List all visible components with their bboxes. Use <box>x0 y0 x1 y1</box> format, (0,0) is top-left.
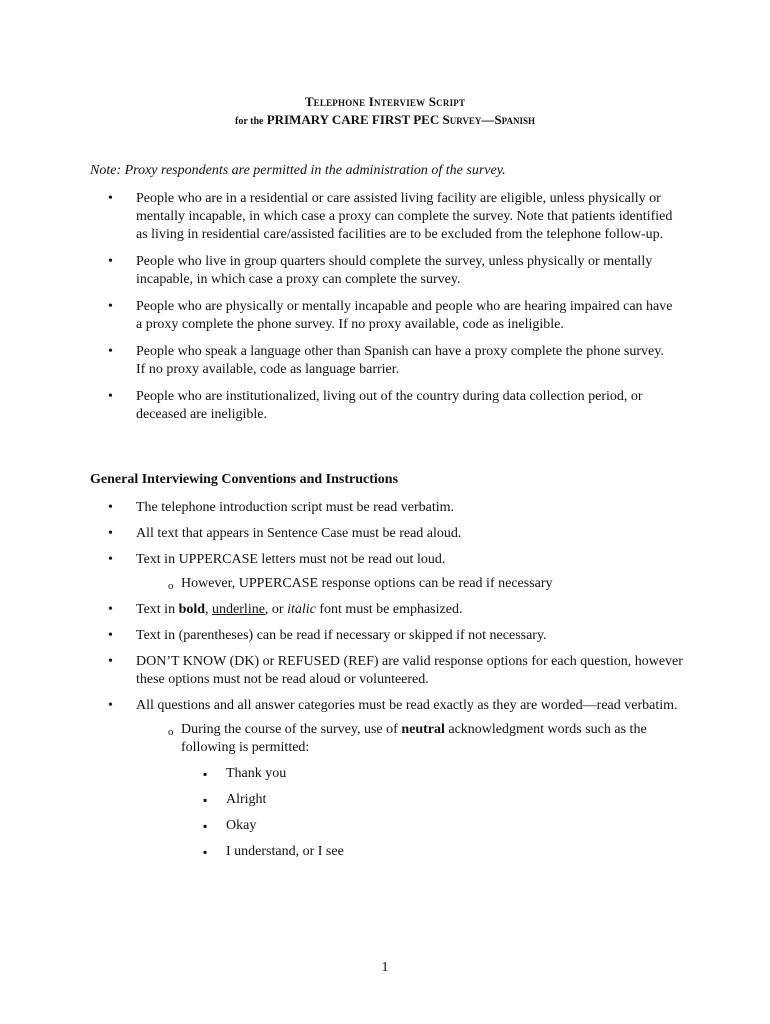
acknowledgment-words-list <box>181 765 696 861</box>
list-item <box>108 190 676 244</box>
bullet-icon: • <box>108 389 113 404</box>
title-line-1: Telephone Interview Script <box>304 94 466 109</box>
list-item <box>108 499 696 517</box>
square-bullet-icon: ▪ <box>203 845 208 859</box>
bold-word: neutral <box>401 722 445 737</box>
bullet-icon: • <box>108 299 113 314</box>
list-item-text: Text in UPPERCASE letters must not be read out loud. <box>136 552 446 567</box>
circle-bullet-icon: o <box>168 580 174 592</box>
document-title <box>0 94 770 128</box>
sub-list <box>136 575 696 593</box>
list-item <box>108 653 696 689</box>
sub-list <box>136 721 696 861</box>
text-segment: acknowledgment words such as the following is permitted: <box>181 722 647 755</box>
list-item-text: DON’T KNOW (DK) or REFUSED (REF) are valid response options for each question, however these options must not be read aloud or volunteered. <box>136 654 683 687</box>
word-item <box>181 791 696 809</box>
bullet-icon: • <box>108 254 113 269</box>
title-line-2 <box>0 112 770 128</box>
proxy-rules-list <box>108 190 676 433</box>
page-number: 1 <box>381 960 389 975</box>
sub-list-item-text: However, UPPERCASE response options can be read if necessary <box>181 576 553 591</box>
word-item-text: Okay <box>226 818 257 833</box>
bullet-icon: • <box>108 526 113 541</box>
list-item-text: Text in (parentheses) can be read if necessary or skipped if not necessary. <box>136 628 547 643</box>
circle-bullet-icon: o <box>168 726 174 738</box>
word-item-text: Alright <box>226 792 267 807</box>
list-item <box>108 525 696 543</box>
text-segment: , <box>205 602 213 617</box>
conventions-heading: General Interviewing Conventions and Instructions <box>90 472 399 487</box>
underline-word: underline <box>212 602 265 617</box>
list-item <box>108 388 676 424</box>
list-item <box>108 253 676 289</box>
list-item-text: People who are physically or mentally incapable and people who are hearing impaired can have a proxy complete the phone survey. If no proxy available, code as ineligible. <box>136 299 673 332</box>
list-item-text: All text that appears in Sentence Case must be read aloud. <box>136 526 462 541</box>
square-bullet-icon: ▪ <box>203 819 208 833</box>
bullet-icon: • <box>108 191 113 206</box>
list-item-text: People who are in a residential or care assisted living facility are eligible, unless physically or mentally incapable, in which case a proxy can complete the survey. Note that patients identified as living in residential care/assisted facilities are to be excluded from the telephone follow-up. <box>136 191 673 242</box>
list-item <box>108 298 676 334</box>
bullet-icon: • <box>108 344 113 359</box>
bullet-icon: • <box>108 698 113 713</box>
list-item <box>108 697 696 861</box>
list-item-text: People who live in group quarters should complete the survey, unless physically or mentally incapable, in which case a proxy can complete the survey. <box>136 254 653 287</box>
sub-list-item <box>136 721 696 861</box>
text-segment: During the course of the survey, use of <box>181 722 402 737</box>
list-item <box>108 601 696 619</box>
conventions-list <box>108 499 696 869</box>
bold-word: bold <box>178 602 206 617</box>
word-item <box>181 817 696 835</box>
bullet-icon: • <box>108 552 113 567</box>
bullet-icon: • <box>108 602 113 617</box>
italic-word: italic <box>287 602 316 617</box>
proxy-note: Note: Proxy respondents are permitted in the administration of the survey. <box>90 163 506 178</box>
list-item-text: People who are institutionalized, living out of the country during data collection period, or deceased are ineligible. <box>136 389 643 422</box>
bullet-icon: • <box>108 500 113 515</box>
list-item <box>108 343 676 379</box>
text-segment: font must be emphasized. <box>315 602 463 617</box>
list-item-text: All questions and all answer categories must be read exactly as they are worded—read verbatim. <box>136 698 678 713</box>
bullet-icon: • <box>108 654 113 669</box>
square-bullet-icon: ▪ <box>203 767 208 781</box>
word-item <box>181 843 696 861</box>
list-item <box>108 627 696 645</box>
title-prefix: for the <box>235 116 264 127</box>
word-item-text: I understand, or I see <box>226 844 344 859</box>
list-item-text: People who speak a language other than Spanish can have a proxy complete the phone survey. If no proxy available, code as language barrier. <box>136 344 664 377</box>
sub-list-item <box>136 575 696 593</box>
title-suffix: Survey—Spanish <box>442 112 535 127</box>
square-bullet-icon: ▪ <box>203 793 208 807</box>
title-main: PRIMARY CARE FIRST PEC <box>266 112 440 127</box>
text-segment: Text in <box>136 602 179 617</box>
word-item-text: Thank you <box>226 766 287 781</box>
bullet-icon: • <box>108 628 113 643</box>
text-segment: , or <box>264 602 288 617</box>
list-item-text: The telephone introduction script must be read verbatim. <box>136 500 455 515</box>
list-item <box>108 551 696 593</box>
word-item <box>181 765 696 783</box>
